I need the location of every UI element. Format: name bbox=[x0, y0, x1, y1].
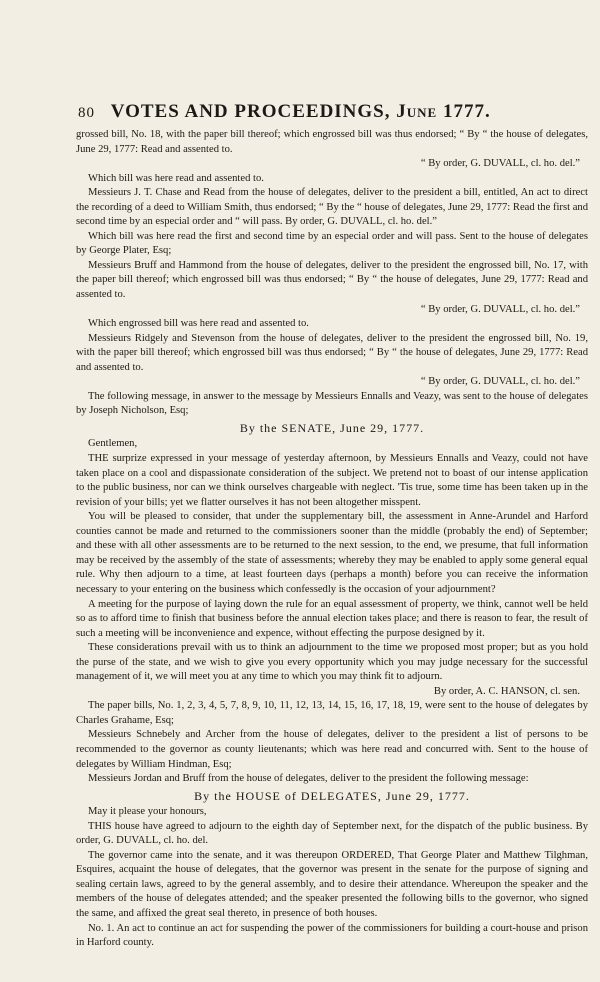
signature-line: “ By order, G. DUVALL, cl. ho. del.” bbox=[420, 376, 580, 388]
paragraph: No. 1. An act to continue an act for suspending the power of the commissioners for building a court-house and prison in Harford county. bbox=[76, 922, 588, 949]
paragraph: grossed bill, No. 18, with the paper bill thereof; which engrossed bill was thus endorsed; “ By “ the house of delegates, June 29, 1777: Read and assented to. bbox=[76, 129, 588, 155]
running-title: VOTES AND PROCEEDINGS, June 1777. bbox=[110, 101, 491, 122]
paragraph: Messieurs J. T. Chase and Read from the house of delegates, deliver to the president a bill, entitled, An act to direct the recording of a deed to William Smith, thus endorsed; “ By the “ house of delegates, June 29, 1777: Read the first and second time by an especial order and “ will pass. By order, G. DUVALL, cl. ho. del.” bbox=[76, 187, 588, 228]
paragraph: Messieurs Jordan and Bruff from the house of delegates, deliver to the president the following message: bbox=[88, 773, 529, 785]
paragraph: Which bill was here read and assented to. bbox=[88, 172, 264, 184]
salutation: Gentlemen, bbox=[88, 438, 138, 450]
paragraph: The governor came into the senate, and it was thereupon ORDERED, That George Plater and Matthew Tilghman, Esquires, acquaint the house of delegates, that the governor was present in the senate for the purpose of signing and sealing certain laws, agreed to by the general assembly, and to desire their attendance. Whereupon the speaker and the members of the house of delegates attended; and the speaker presented the following bills to the governor, who signed the same, and affixed the great seal thereto, in presence of both houses. bbox=[76, 849, 588, 919]
page-body bbox=[76, 128, 588, 951]
paragraph: The following message, in answer to the message by Messieurs Ennalls and Veazy, was sent to the house of delegates by Joseph Nicholson, Esq; bbox=[76, 390, 588, 417]
paragraph: The paper bills, No. 1, 2, 3, 4, 5, 7, 8, 9, 10, 11, 12, 13, 14, 15, 16, 17, 18, 19, were sent to the house of delegates by Charles Grahame, Esq; bbox=[76, 700, 588, 726]
paragraph: THE surprize expressed in your message of yesterday afternoon, by Messieurs Ennalls and Veazy, could not have taken place on a cool and dispassionate consideration of the subject. We pretend not to boast of our intense application to the public business, nor can we think ourselves chargeable with neglect. 'Tis true, some time has been taken up in the revision of your bills; yet we flatter ourselves it has not been altogether misspent. bbox=[76, 453, 588, 508]
paragraph: These considerations prevail with us to think an adjournment to the time we proposed most proper; but as you hold the purse of the state, and we wish to give you every opportunity which you may judge necessary for the successful management of it, we will meet you at any time to which you may think fit to adjourn. bbox=[76, 642, 588, 683]
paragraph: A meeting for the purpose of laying down the rule for an equal assessment of property, we think, cannot well be held so as to afford time to finish that business before the annual election takes place; and there is reason to fear, the result of such a meeting will be inconvenience and expence, without effecting the purpose designed by it. bbox=[76, 598, 588, 639]
section-heading: By the SENATE, June 29, 1777. bbox=[239, 420, 425, 435]
signature-line: “ By order, G. DUVALL, cl. ho. del.” bbox=[420, 158, 580, 170]
signature-line: “ By order, G. DUVALL, cl. ho. del.” bbox=[420, 303, 580, 315]
page-header bbox=[78, 101, 584, 123]
paragraph: Which engrossed bill was here read and assented to. bbox=[88, 318, 309, 330]
paragraph: Messieurs Bruff and Hammond from the house of delegates, deliver to the president the engrossed bill, No. 17, with the paper bill thereof; which engrossed bill was thus endorsed; “ By “ the house of delegates, June 29, 1777: Read and assented to. bbox=[76, 259, 588, 301]
paragraph: Messieurs Schnebely and Archer from the house of delegates, deliver to the president a list of persons to be recommended to the governor as county lieutenants; which was here read and concurred with. Sent to the house of delegates by William Hindman, Esq; bbox=[76, 729, 588, 770]
salutation: May it please your honours, bbox=[88, 806, 207, 818]
signature-line: By order, A. C. HANSON, cl. sen. bbox=[433, 685, 580, 697]
page-number: 80 bbox=[78, 105, 95, 121]
section-heading: By the HOUSE of DELEGATES, June 29, 1777. bbox=[194, 788, 470, 803]
paragraph: Which bill was here read the first and second time by an especial order and will pass. Sent to the house of delegates by George Plater, Esq; bbox=[76, 230, 588, 257]
paragraph: Messieurs Ridgely and Stevenson from the house of delegates, deliver to the president the engrossed bill, No. 19, with the paper bill thereof; which engrossed bill was thus endorsed; “ By “ the house of delegates, June 29, 1777: Read and assented to. bbox=[76, 332, 588, 373]
paragraph: You will be pleased to consider, that under the supplementary bill, the assessment in Anne-Arundel and Harford counties cannot be made and returned to the commissioners sooner than the middle (probably the end) of September; and these with all other assessments are to be returned to the next session, to the end, we presume, that full information may be received by the assembly of the state of assessments; whereby they may be enabled to apply some general equal rule. Why then adjourn to a time, at least fourteen days (perhaps a month) before you can receive the information necessary to your entering on the business which confessedly is the occasion of your adjournment? bbox=[76, 511, 588, 595]
paragraph: THIS house have agreed to adjourn to the eighth day of September next, for the dispatch of the public business. By order, G. DUVALL, cl. ho. del. bbox=[76, 820, 588, 847]
